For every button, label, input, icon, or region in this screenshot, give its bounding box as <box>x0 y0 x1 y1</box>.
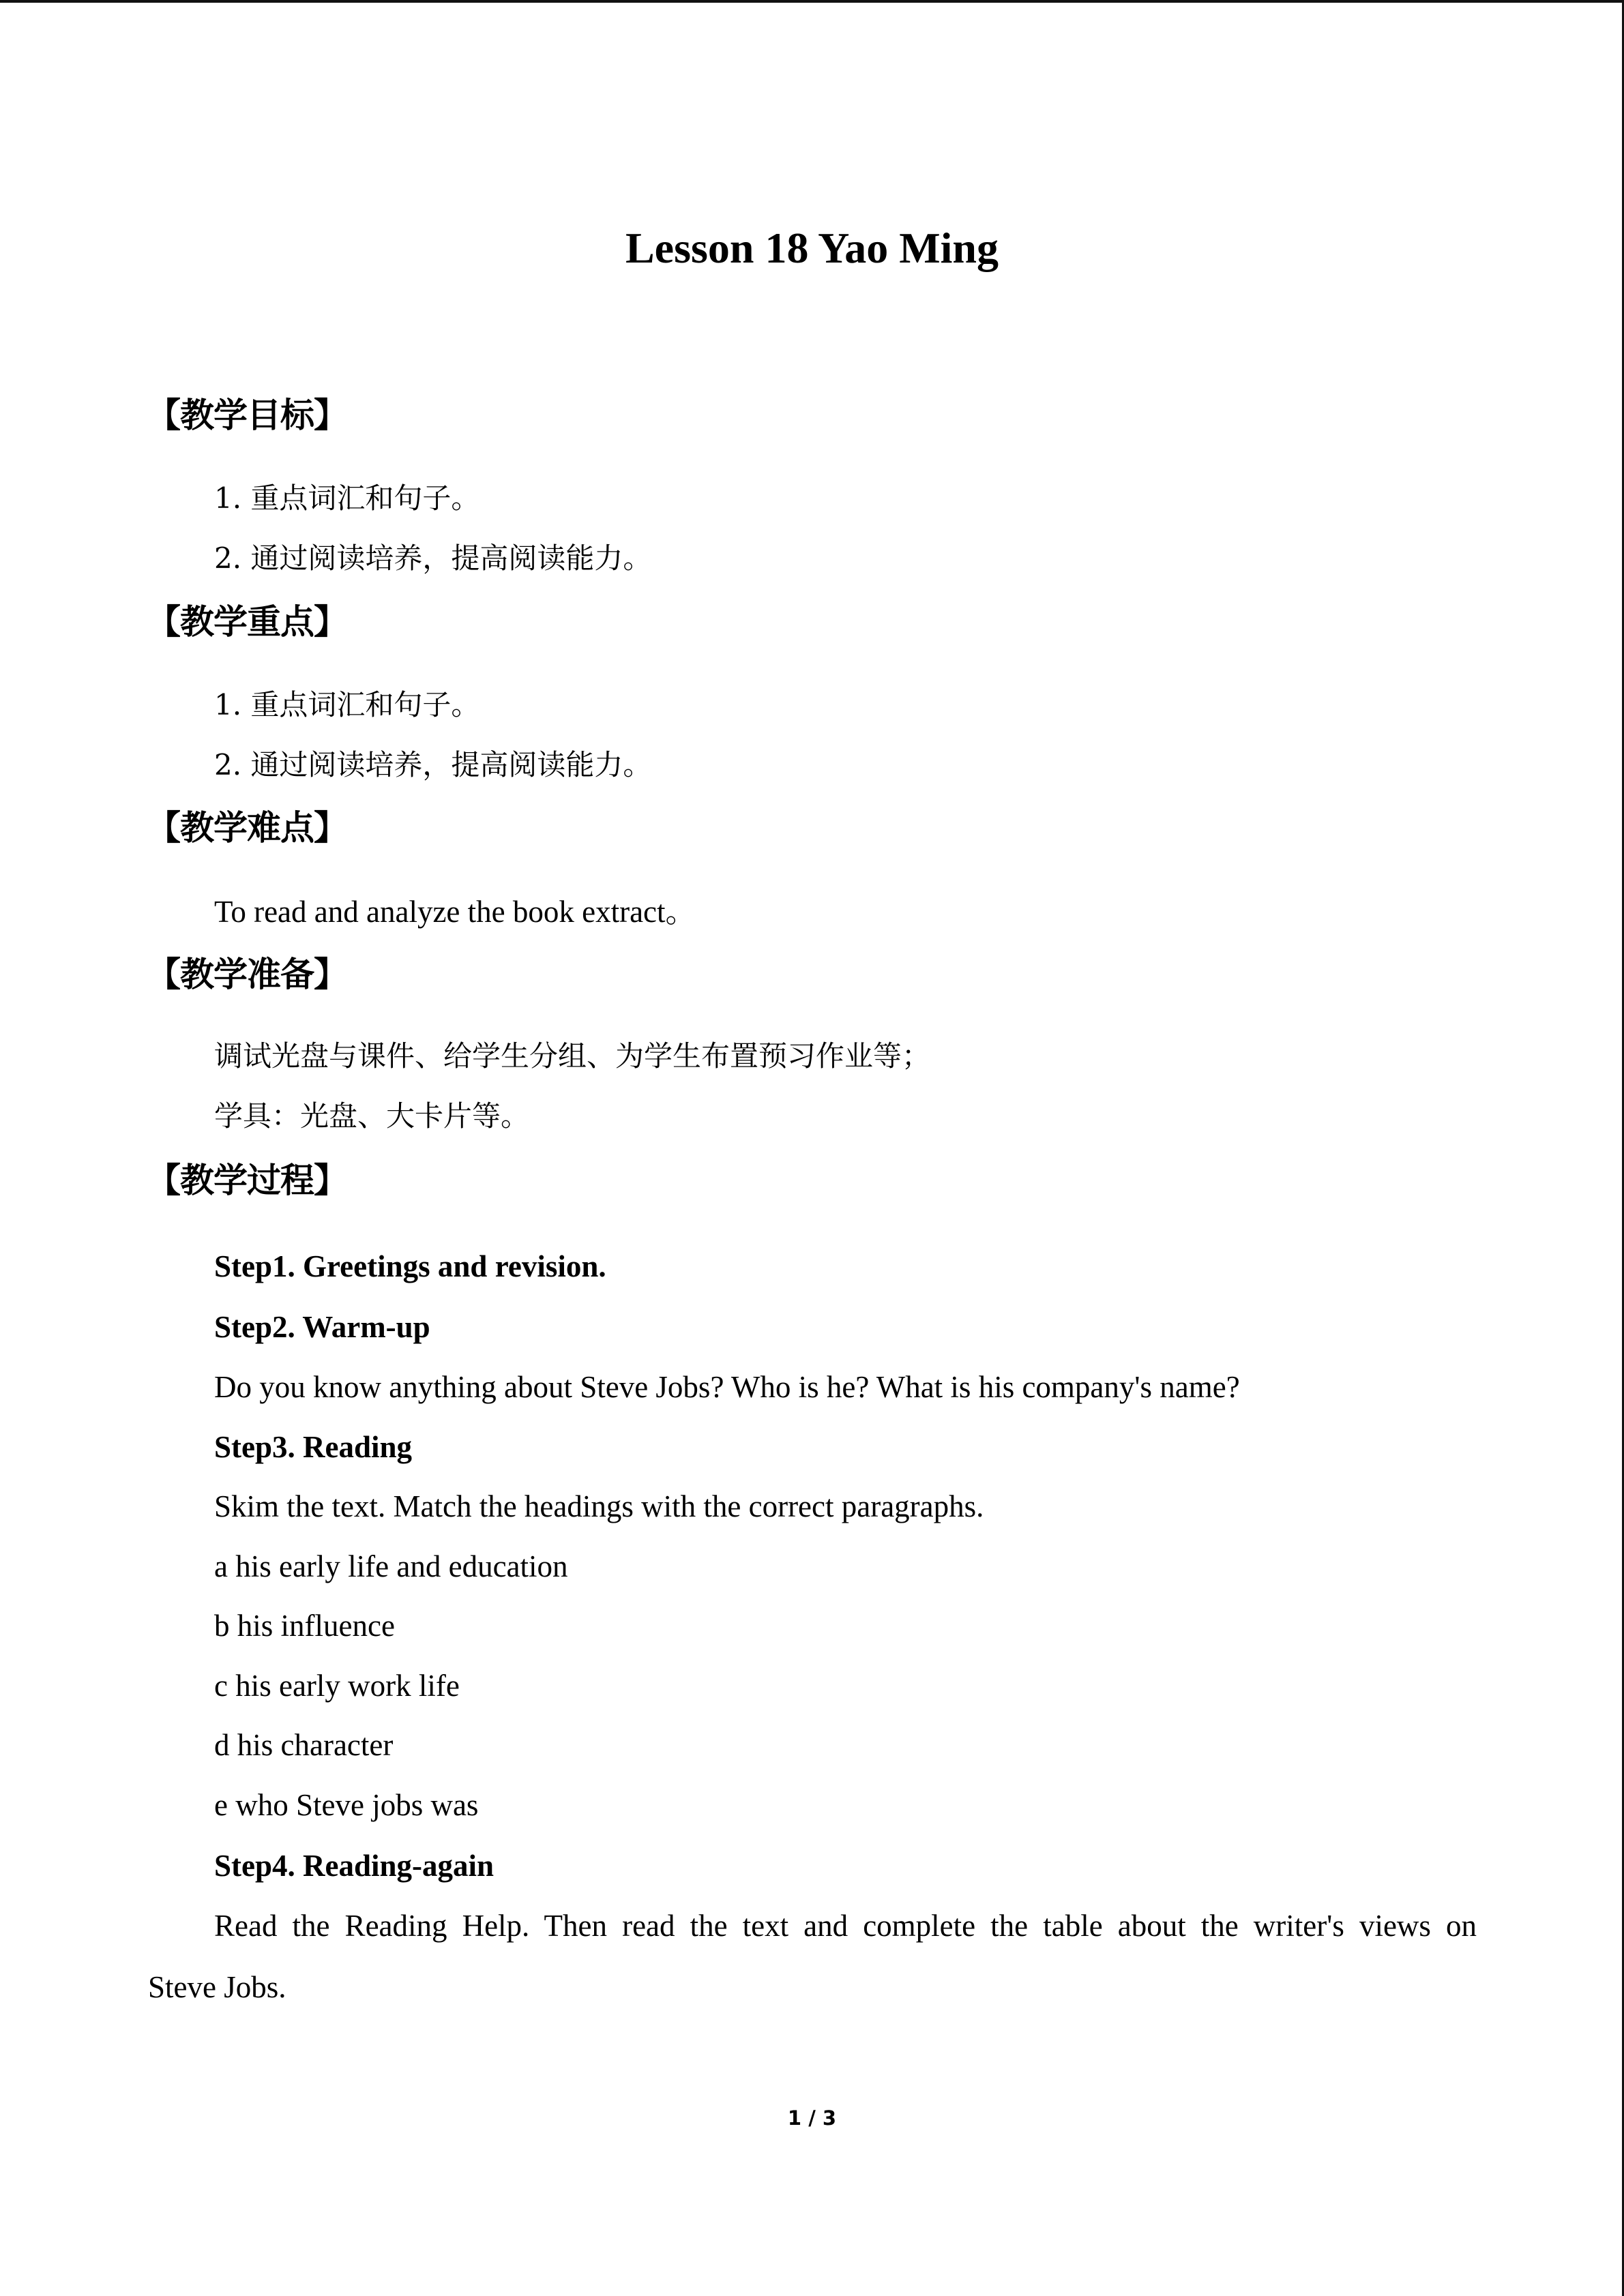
preparation-item: 学具：光盘、大卡片等。 <box>214 1099 530 1133</box>
objective-item: 1. 重点词汇和句子。 <box>214 481 480 515</box>
section-heading-key-points: 【教学重点】 <box>147 602 347 642</box>
step-heading-1: Step1. Greetings and revision. <box>214 1249 606 1283</box>
heading-option-b: b his influence <box>214 1609 395 1643</box>
difficulty-item: To read and analyze the book extract。 <box>214 895 696 929</box>
preparation-item: 调试光盘与课件、给学生分组、为学生布置预习作业等； <box>214 1039 931 1073</box>
step-text: Read the Reading Help. Then read the text and complete the table about the writer's views on <box>214 1909 1477 1943</box>
step-heading-4: Step4. Reading-again <box>214 1849 494 1883</box>
document-title: Lesson 18 Yao Ming <box>625 224 999 272</box>
section-heading-procedure: 【教学过程】 <box>147 1161 347 1200</box>
step-heading-2: Step2. Warm-up <box>214 1310 430 1344</box>
key-point-item: 2. 通过阅读培养，提高阅读能力。 <box>214 748 652 781</box>
step-text: Skim the text. Match the headings with the correct paragraphs. <box>214 1489 984 1523</box>
step-text: Do you know anything about Steve Jobs? Who is he? What is his company's name? <box>214 1370 1240 1404</box>
step-heading-3: Step3. Reading <box>214 1430 413 1464</box>
heading-option-d: d his character <box>214 1728 394 1762</box>
step-text-continuation: Steve Jobs. <box>148 1970 286 2004</box>
page-number: 1 / 3 <box>787 2106 837 2130</box>
objective-item: 2. 通过阅读培养，提高阅读能力。 <box>214 541 652 575</box>
section-heading-difficulties: 【教学难点】 <box>147 808 347 848</box>
key-point-item: 1. 重点词汇和句子。 <box>214 688 480 721</box>
heading-option-a: a his early life and education <box>214 1549 568 1583</box>
section-heading-preparation: 【教学准备】 <box>147 955 347 994</box>
heading-option-e: e who Steve jobs was <box>214 1788 479 1822</box>
section-heading-objectives: 【教学目标】 <box>147 396 347 435</box>
heading-option-c: c his early work life <box>214 1669 460 1703</box>
